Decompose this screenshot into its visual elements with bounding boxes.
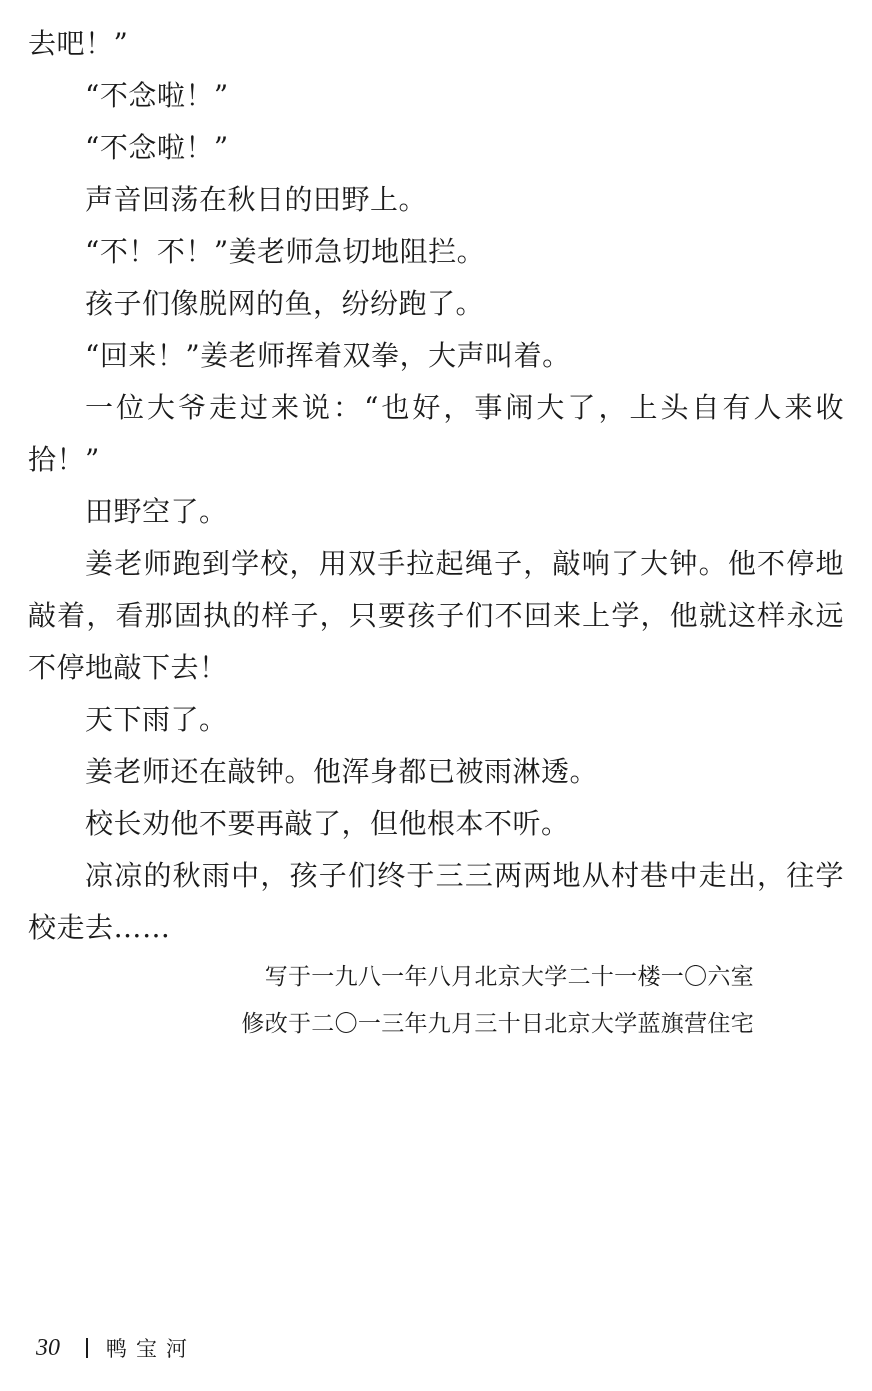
- paragraph: “不念啦！”: [85, 79, 229, 112]
- paragraph: 天下雨了。: [85, 703, 228, 736]
- page-number: 30: [36, 1334, 60, 1361]
- signature-line-written: 写于一九八一年八月北京大学二十一楼一〇六室: [264, 964, 754, 990]
- paragraph: 声音回荡在秋日的田野上。: [85, 183, 428, 216]
- page-footer: [36, 1328, 196, 1368]
- signature-line-revised: 修改于二〇一三年九月三十日北京大学蓝旗营住宅: [241, 1011, 754, 1037]
- paragraph: 一位大爷走过来说：“也好，事闹大了，上头自有人来收拾！”: [28, 391, 844, 476]
- paragraph: 田野空了。: [85, 495, 228, 528]
- paragraph: 姜老师跑到学校，用双手拉起绳子，敲响了大钟。他不停地敲着，看那固执的样子，只要孩子们不回来上学，他就这样永远不停地敲下去！: [28, 547, 844, 684]
- paragraph: 凉凉的秋雨中，孩子们终于三三两两地从村巷中走出，往学校走去……: [28, 859, 844, 944]
- author-signature: [241, 954, 754, 1048]
- paragraph: 姜老师还在敲钟。他浑身都已被雨淋透。: [85, 755, 599, 788]
- paragraph: 去吧！”: [28, 27, 129, 60]
- body-text: [28, 18, 844, 954]
- book-title: 鸭宝河: [106, 1337, 196, 1361]
- paragraph: 校长劝他不要再敲了，但他根本不听。: [85, 807, 570, 840]
- footer-divider: [86, 1338, 88, 1358]
- paragraph: “不！不！”姜老师急切地阻拦。: [85, 235, 486, 268]
- paragraph: “不念啦！”: [85, 131, 229, 164]
- paragraph: “回来！”姜老师挥着双拳，大声叫着。: [85, 339, 571, 372]
- paragraph: 孩子们像脱网的鱼，纷纷跑了。: [85, 287, 485, 320]
